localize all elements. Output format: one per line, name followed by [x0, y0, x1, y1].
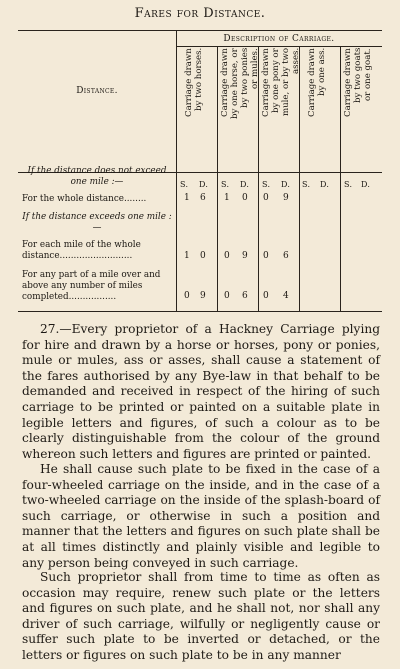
fare-value: 6 [283, 251, 289, 261]
fare-value: 9 [283, 193, 289, 203]
fare-value: 0 [263, 193, 269, 203]
currency-shillings: S. [262, 180, 271, 189]
paragraph-27: 27.—Every proprietor of a Hackney Carriage plying for hire and drawn by a horse or horses, pony or ponies, mule or mules, ass or asses, shall cause a statement of the fares authorised by any Bye-law in that behalf to be demanded and received in respect of the hiring of such carriage to be printed or painted on a suitable plate in legible letters and figures, of such a colour as to be clearly distinguishable from the colour of the ground whereon such letters and figures are printed or painted. [22, 322, 380, 461]
table-divider-distance [176, 31, 177, 311]
column-divider-1 [217, 46, 218, 311]
table-bottom-rule [18, 311, 382, 312]
currency-shillings: S. [180, 180, 189, 189]
paragraph-plate-position: He shall cause such plate to be fixed in the case of a four-wheeled carriage on the inside, and in the case of a two-wheeled carriage on the inside of the splash-board of such carriage, or otherwise in such a position and manner that the letters and figures on such plate shall be at all times distinctly and plainly visible and legible to any person being conveyed in such carriage. [22, 462, 380, 570]
section-heading-exceeds: If the distance exceeds one mile :— [22, 212, 172, 233]
fare-value: 1 [184, 193, 190, 203]
distance-header: Distance. [76, 86, 118, 96]
currency-pence: D. [199, 180, 209, 189]
section-heading-not-exceed: If the distance does not exceed one mile :— [27, 166, 167, 187]
fare-value: 1 [184, 251, 190, 261]
fare-value: 9 [200, 291, 206, 301]
page-title: Fares for Distance. [134, 6, 266, 21]
column-divider-4 [340, 46, 341, 311]
document-page: Fares for Distance. Description of Carriage. Distance. Carriage drawn by two horses. Carriage drawn by one horse, or by two ponies or mules. Carriage drawn by one pony or mule, or by two asses. Carriage drawn by one ass. Carriage drawn by two goats or one goat. S. D. S. D. S. D. S. D. S. D. If the distance does not exceed one mile :— For the whole distance........ 1 6 1 0 0 9 If the distance exceeds one mile :— For each mile of the whole distance.......................... 1 0 0 9 0 6 For any part of a mile over and above any number of miles completed................. 0 9 0 6 0 4 27.—Every proprietor of a Hackney Carriage plying for hire and drawn by a horse or horses, pony or ponies, mule or mules, ass or asses, shall cause a statement of the fares authorised by any Bye-law in that behalf to be demanded and received in respect of the hiring of such carriage to be printed or painted on a suitable plate in legible letters and figures, of such a colour as to be clearly distinguishable from the colour of the ground whereon such letters and figures are printed or painted. He shall cause such plate to be fixed in the case of a four-wheeled carriage on the inside, and in the case of a two-wheeled carriage on the inside of the splash-board of such carriage, or otherwise in such a position and manner that the letters and figures on such plate shall be at all times distinctly and plainly visible and legible to any person being conveyed in such carriage. Such proprietor shall from time to time as often as occasion may require, renew such plate or the letters and figures on such plate, and he shall not, nor shall any driver of such carriage, wilfully or negligently cause or suffer such plate to be inverted or detached, or the letters or figures on such plate to be in any manner [0, 0, 400, 669]
paragraph-plate-renewal: Such proprietor shall from time to time as often as occasion may require, renew such plate or the letters and figures on such plate, and he shall not, nor shall any driver of such carriage, wilfully or negligently cause or suffer such plate to be inverted or detached, or the letters or figures on such plate to be in any manner [22, 570, 380, 662]
currency-shillings: S. [302, 180, 311, 189]
currency-pence: D. [240, 180, 250, 189]
description-of-carriage-header: Description of Carriage. [223, 34, 335, 44]
fare-value: 0 [224, 291, 230, 301]
fare-value: 9 [242, 251, 248, 261]
fare-value: 0 [242, 193, 248, 203]
row-label-part-of-mile: For any part of a mile over and above any number of miles completed................. [22, 270, 161, 302]
fare-value: 0 [224, 251, 230, 261]
row-label-whole-distance: For the whole distance........ [22, 194, 147, 204]
fare-value: 6 [242, 291, 248, 301]
fare-value: 0 [184, 291, 190, 301]
row-label-each-mile: For each mile of the whole distance.......................... [22, 240, 141, 261]
fare-value: 0 [200, 251, 206, 261]
fare-value: 1 [224, 193, 230, 203]
header-rule-description [176, 46, 382, 47]
currency-pence: D. [361, 180, 371, 189]
fare-value: 0 [263, 291, 269, 301]
currency-shillings: S. [344, 180, 353, 189]
currency-pence: D. [320, 180, 330, 189]
fare-value: 6 [200, 193, 206, 203]
fare-value: 0 [263, 251, 269, 261]
currency-pence: D. [281, 180, 291, 189]
fare-value: 4 [283, 291, 289, 301]
title-rule [18, 30, 382, 31]
currency-shillings: S. [221, 180, 230, 189]
